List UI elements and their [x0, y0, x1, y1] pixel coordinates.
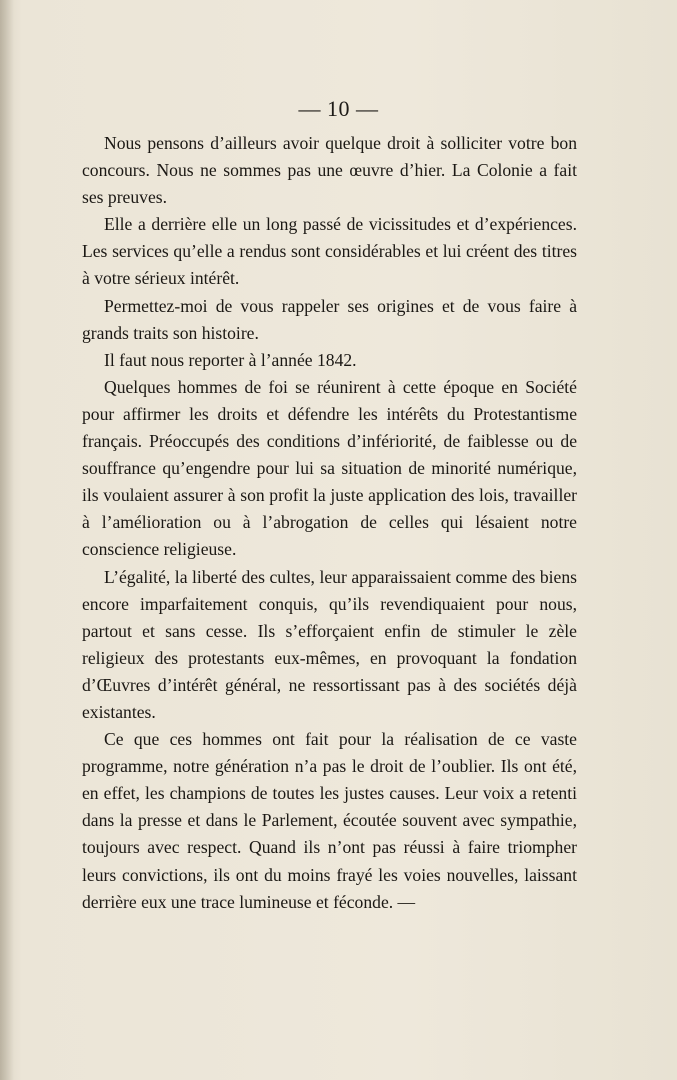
page-number: — 10 —	[298, 96, 379, 121]
paragraph-5: Quelques hommes de foi se réunirent à cette époque en Société pour affirmer les droits et défendre les intérêts du Protestantisme français. Préoccupés des conditions d’infériorité, de faiblesse ou de souffrance qu’engendre pour lui sa situation de minorité numérique, ils voulaient assurer à son profit la juste application des lois, travailler à l’amélioration ou à l’abrogation de celles qui lésaient notre conscience religieuse.	[82, 376, 577, 560]
paragraph-2: Elle a derrière elle un long passé de vicissitudes et d’expériences. Les services qu’elle a rendus sont considérables et lui créent des titres à votre sérieux intérêt.	[82, 214, 577, 289]
paragraph-7: Ce que ces hommes ont fait pour la réalisation de ce vaste programme, notre génération n’a pas le droit de l’oublier. Ils ont été, en effet, les champions de toutes les justes causes. Leur voix a retenti dans la presse et dans le Parlement, écoutée souvent avec sympathie, toujours avec respect. Quand ils n’ont pas réussi à faire triompher leurs convictions, ils ont du moins frayé les voies nouvelles, laissant derrière eux une trace lumineuse et féconde. —	[82, 729, 577, 912]
paragraph-6: L’égalité, la liberté des cultes, leur apparaissaient comme des biens encore imparfaitement conquis, qu’ils revendiquaient pour nous, partout et sans cesse. Ils s’efforçaient enfin de stimuler le zèle religieux des protestants eux-mêmes, en provoquant la fondation d’Œuvres d’intérêt général, ne ressortissant pas à des sociétés déjà existantes.	[82, 566, 577, 722]
paragraph-4: Il faut nous reporter à l’année 1842.	[104, 349, 357, 370]
paragraph-1: Nous pensons d’ailleurs avoir quelque droit à solliciter votre bon concours. Nous ne sommes pas une œuvre d’hier. La Colonie a fait ses preuves.	[82, 133, 577, 208]
body-text	[82, 130, 577, 916]
page-gutter-shadow	[0, 0, 14, 1080]
paragraph-3: Permettez-moi de vous rappeler ses origines et de vous faire à grands traits son histoire.	[82, 295, 577, 343]
